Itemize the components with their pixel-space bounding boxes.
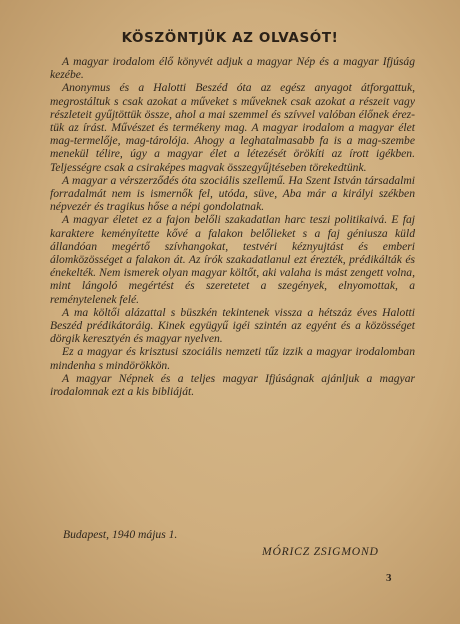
paragraph: A magyar a vérszerződés óta szociális szellemű. Ha Szent István társadalmi forradalmát nem is ismernők fel, utóda, süve, Aba már a királyi székben népvezér és tragikus hőse a népi gondolatnak. <box>50 173 415 214</box>
paragraph: Anonymus és a Halotti Beszéd óta az egész anyagot átforgattuk, megrostáltuk s csak azokat a műveket s műveknek csak azokat a részeit vagy részleteit gyűjtöttük össze, ahol a mai szemmel és szívvel valóban élőnek érez-tük az írást. Művészet és termékeny mag. A magyar irodalom a magyar élet mag-termelője, mag-tárolója. Ahogy a leghatalmasabb fa is a mag-szembe menekül télire, úgy a magyar élet a létezését örökíti az írott igékben. Teljességre csak a csiraképes magvak összegyűjtéseben törekedtünk. <box>50 81 415 174</box>
page-number: 3 <box>386 572 392 584</box>
paragraph: A magyar Népnek és a teljes magyar Ifjúságnak ajánljuk a magyar irodalomnak ezt a kis bibliáját. <box>50 371 415 399</box>
paragraph: A magyar irodalom élő könyvét adjuk a magyar Nép és a magyar Ifjúság kezébe. <box>50 55 415 82</box>
foreword-body <box>50 55 415 398</box>
paragraph: A ma költői alázattal s büszkén tekintenek vissza a hétszáz éves Halotti Beszéd prédikátoráig. Kinek együgyű igéi szintén az egyént és a közösséget dörgik keresztyén és magyar nyelven. <box>50 305 415 346</box>
page-title: KÖSZÖNTJÜK AZ OLVASÓT! <box>121 30 339 46</box>
place-date: Budapest, 1940 május 1. <box>63 528 178 541</box>
author-signature: MÓRICZ ZSIGMOND <box>262 545 379 558</box>
paragraph: Ez a magyar és krisztusi szociális nemzeti tűz izzik a magyar irodalomban mindenha s mindörökkön. <box>50 345 415 372</box>
paragraph: A magyar életet ez a fajon belőli szakadatlan harc teszi politikaivá. E faj karaktere keményítette kővé a falakon belőlieket s a faj géniusza küld állandóan megértő szívhangokat, testvéri kéznyujtást és emberi álomközösséget a falakon át. Az írók szakadatlanul ezt érezték, prédikálták és énekelték. Nem ismerek olyan magyar költőt, aki valaha is mást zengett volna, mint lángoló megértést és szeretetet a szegények, elnyomottak, a reménytelenek felé. <box>50 213 415 306</box>
